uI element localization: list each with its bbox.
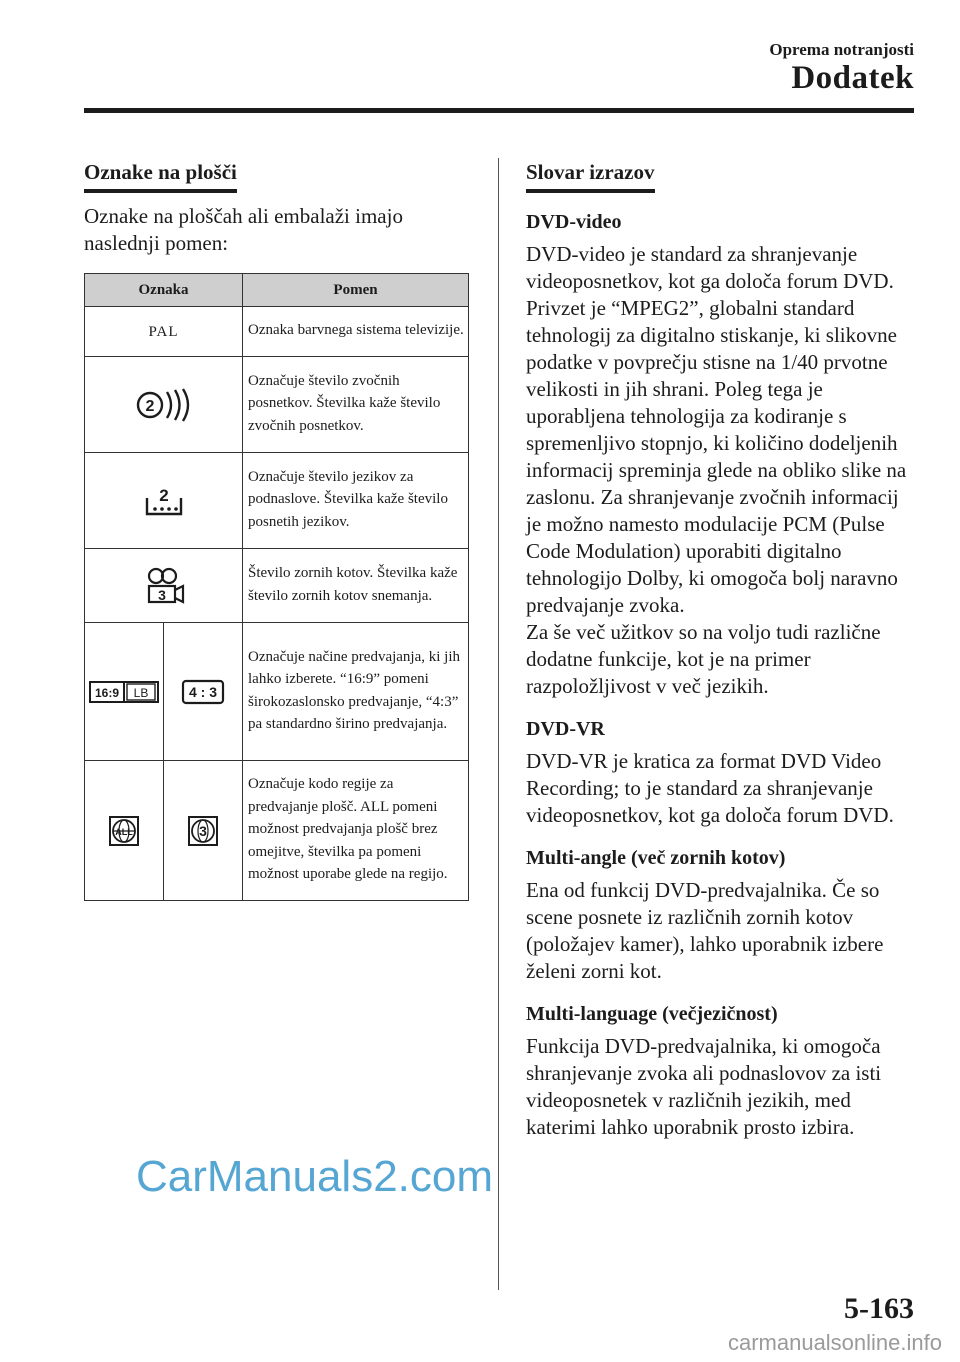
table-row <box>85 623 469 761</box>
meaning-cell: Označuje število zvočnih posnetkov. Številka kaže število zvočnih posnetkov. <box>243 357 469 453</box>
meaning-cell: Število zornih kotov. Številka kaže število zornih kotov snemanja. <box>243 549 469 623</box>
page-title: Dodatek <box>791 60 914 96</box>
region-all-icon <box>109 816 139 846</box>
glossary-definition: DVD-VR je kratica za format DVD Video Recording; to je standard za shranjevanje videoposnetkov, kot ga določa forum DVD. <box>526 749 894 827</box>
audio-tracks-icon <box>135 388 193 422</box>
table-row <box>85 307 469 357</box>
header-rule <box>84 108 914 113</box>
glossary-definition: Privzet je “MPEG2”, globalni standard tehnologij za digitalno stiskanje, ki slikovne podatke v povprečju stisne na 1/40 prvotne velikosti in jih shrani. Poleg tega je uporabljena tehnologija za kodiranje s spremenljivo stopnjo, ki količino dodeljenih informacij spreminja glede na obliko slike na zaslonu. Za shranjevanje zvočnih informacij je možno namesto modulacije PCM (Pulse Code Modulation) uporabiti digitalno tehnologijo Dolby, ki omogoča bolj naravno predvajanje zvoka. <box>526 296 907 617</box>
widescreen-lb-icon <box>89 681 159 703</box>
region-number-icon <box>188 816 218 846</box>
right-column <box>526 160 918 1141</box>
column-header-meaning: Pomen <box>243 274 469 307</box>
standard-screen-label: 4 : 3 <box>188 683 218 700</box>
meaning-cell: Označuje kodo regije za predvajanje plošč. ALL pomeni možnost predvajanja plošč brez omejitve, številka pa pomeni možnost uporabe glede na regijo. <box>243 761 469 901</box>
column-divider <box>498 158 499 1290</box>
glossary-term: DVD-VR <box>526 718 605 740</box>
letterbox-label: LB <box>133 685 149 700</box>
intro-paragraph: Oznake na ploščah ali embalaži imajo naslednji pomen: <box>84 204 403 255</box>
subtitles-icon <box>143 484 185 518</box>
glossary-term: DVD-video <box>526 211 622 233</box>
widescreen-label: 16:9 <box>94 685 120 700</box>
camera-angles-count: 3 <box>157 586 166 603</box>
region-number-label: 3 <box>199 822 207 839</box>
glossary-term: Multi-angle (več zornih kotov) <box>526 847 786 869</box>
glossary-definition: Ena od funkcij DVD-predvajalnika. Če so scene posnete iz različnih zornih kotov (položajev kamer), lahko uporabnik izbere želeni zorni kot. <box>526 878 884 983</box>
subtitles-count: 2 <box>158 485 169 505</box>
standard-screen-icon <box>181 679 225 705</box>
table-row <box>85 761 469 901</box>
left-column <box>84 160 468 901</box>
meaning-cell: Oznaka barvnega sistema televizije. <box>243 307 469 357</box>
header-section: Oprema notranjosti <box>769 40 914 59</box>
meaning-cell: Označuje število jezikov za podnaslove. Številka kaže število posnetih jezikov. <box>243 453 469 549</box>
table-row <box>85 549 469 623</box>
watermark: CarManuals2.com <box>136 1152 494 1201</box>
section-heading-disc-marks: Oznake na plošči <box>84 160 237 193</box>
section-heading-glossary: Slovar izrazov <box>526 160 655 193</box>
region-all-label: ALL <box>115 826 133 837</box>
audio-tracks-count: 2 <box>145 397 154 415</box>
marks-table <box>84 273 469 901</box>
glossary-definition: Za še več užitkov so na voljo tudi različne dodatne funkcije, kot je na primer razpoložljivost v več jezikih. <box>526 620 881 698</box>
glossary-term: Multi-language (večjezičnost) <box>526 1003 778 1025</box>
table-header-row <box>85 274 469 307</box>
column-header-mark: Oznaka <box>85 274 243 307</box>
page-number: 5-163 <box>844 1292 914 1325</box>
pal-mark: PAL <box>148 323 179 340</box>
glossary-definition: Funkcija DVD-predvajalnika, ki omogoča shranjevanje zvoka ali podnaslovov za isti videoposnetek v različnih jezikih, med katerimi lahko uporabnik prosto izbira. <box>526 1034 882 1139</box>
table-row <box>85 453 469 549</box>
table-row <box>85 357 469 453</box>
footer-site-link[interactable]: carmanualsonline.info <box>727 1330 942 1355</box>
camera-angles-icon <box>142 567 186 605</box>
meaning-cell: Označuje načine predvajanja, ki jih lahko izberete. “16:9” pomeni širokozaslonsko predvajanje, “4:3” pa standardno širino predvajanja. <box>243 623 469 761</box>
glossary-definition: DVD-video je standard za shranjevanje videoposnetkov, kot ga določa forum DVD. <box>526 242 894 293</box>
